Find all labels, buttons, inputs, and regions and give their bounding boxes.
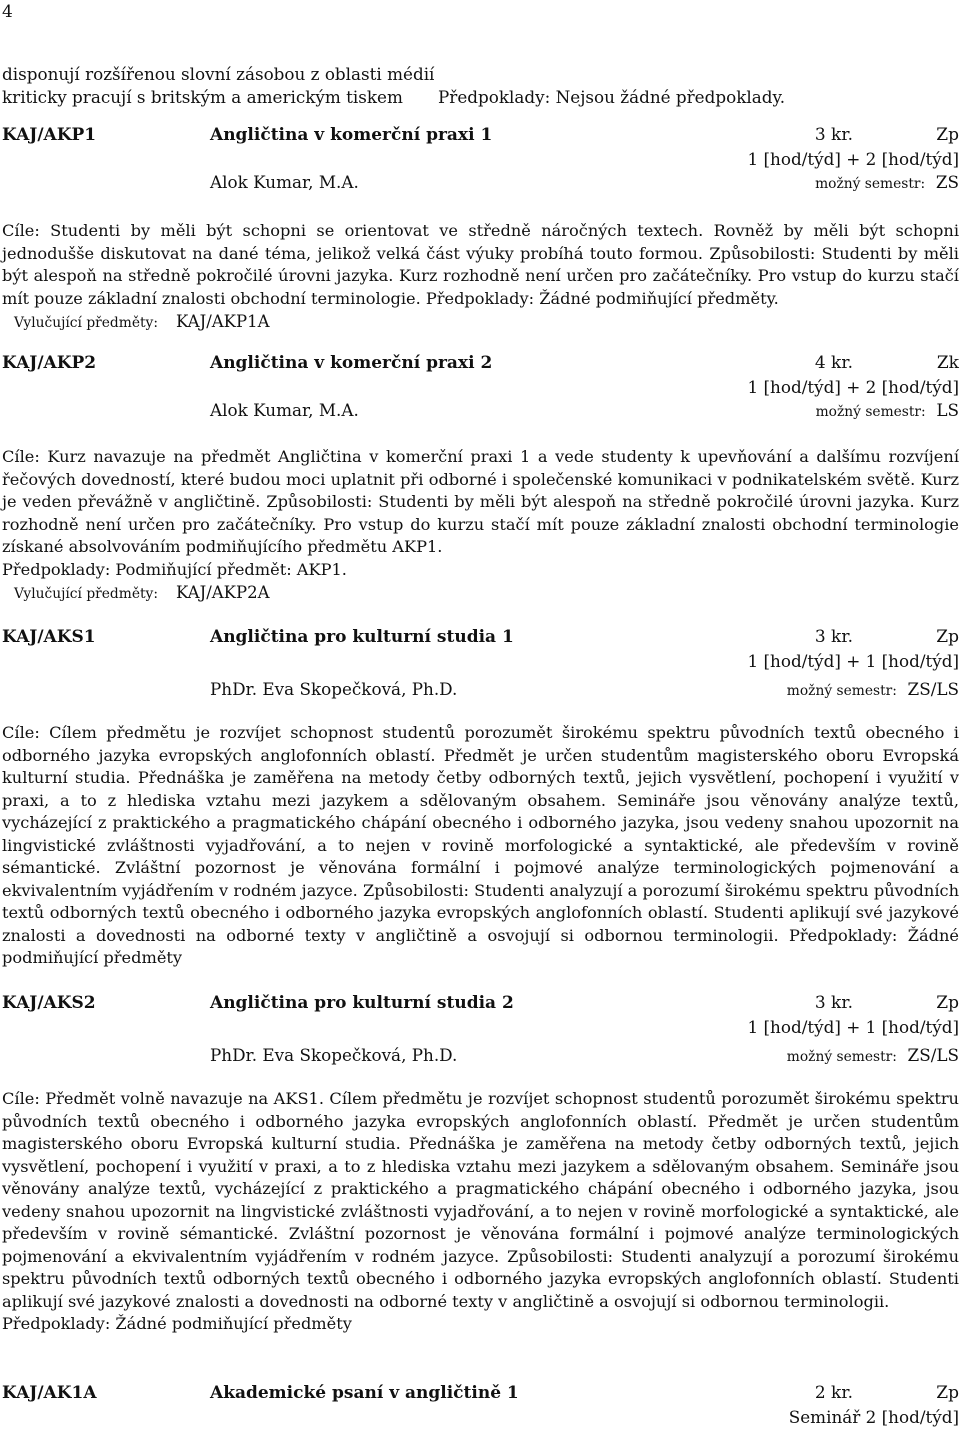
course-code: KAJ/AKS1 [2,627,96,647]
course-completion: Zp [936,1383,959,1403]
semester-value: ZS/LS [907,679,959,699]
course-teacher: Alok Kumar, M.A. [210,172,359,192]
course-hours-row [2,149,959,172]
course-teacher-row [2,172,959,195]
course-credits: 3 kr. [814,627,853,647]
course-header [2,627,959,651]
course-aks2-description [2,1088,959,1336]
course-semester [787,1045,959,1065]
course-hours: 1 [hod/týd] + 1 [hod/týd] [747,651,959,671]
course-semester [816,400,959,420]
excluding-value: KAJ/AKP2A [176,583,270,602]
course-credits: 3 kr. [814,125,853,145]
semester-label: možný semestr: [786,1049,897,1065]
intro-line-1-text: disponují rozšířenou slovní zásobou z oblasti médií [2,64,435,84]
course-akp1 [2,125,959,195]
course-hours: 1 [hod/týd] + 2 [hod/týd] [747,377,959,397]
course-ak1a [2,1383,959,1430]
semester-label: možný semestr: [786,683,897,699]
course-hours-row [2,1017,959,1040]
semester-value: ZS/LS [907,1045,959,1065]
course-title: Angličtina v komerční praxi 2 [210,353,493,373]
semester-label: možný semestr: [815,176,926,192]
intro-line-2-right: Předpoklady: Nejsou žádné předpoklady. [438,87,786,107]
course-hours: Seminář 2 [hod/týd] [788,1407,959,1427]
course-aks2 [2,993,959,1068]
course-hours: 1 [hod/týd] + 2 [hod/týd] [747,149,959,169]
course-description: Cíle: Cílem předmětu je rozvíjet schopnost studentů porozumět širokému spektru původních textů obecného i odborného jazyka evropských anglofonních oblastí. Předmět je určen studentům magisterského oboru Evropská kulturní studia. Přednáška je zaměřena na metody četby odborných textů, jejich vysvětlení, pochopení i využití v praxi, a to z hlediska vztahu mezi jazykem a sdělovaným obsahem. Semináře jsou věnovány analýze textů, vycházející z praktického a pragmatického chápání obecného i odborného jazyka, jsou vedeny snahou upozornit na lingvistické zvláštnosti vyjadřování, a to nejen v rovině morfologické a syntaktické, ale především v rovině sémantické. Zvláštní pozornost je věnována formální i pojmové analýze terminologických pojmenování a ekvivalentním vyjádřením v rodném jazyce. Způsobilosti: Studenti analyzují a porozumí širokému spektru původních textů odborných textů obecného i odborného jazyka evropských anglofonních oblastí. Studenti aplikují své jazykové znalosti a dovednosti na odborné texty v angličtině a osvojují si odbornou terminologii. Předpoklady: Žádné podmiňující předměty [2,723,959,967]
course-excluding [2,310,959,335]
course-code: KAJ/AKP2 [2,353,97,373]
course-akp1-description [2,220,959,335]
excluding-label: Vylučující předměty: [14,315,158,331]
course-title: Angličtina pro kulturní studia 1 [210,627,514,647]
course-code: KAJ/AK1A [2,1383,97,1403]
course-credits: 3 kr. [814,993,853,1013]
intro-line-2 [2,87,959,110]
intro-line-1 [2,64,959,87]
course-description: Cíle: Předmět volně navazuje na AKS1. Cílem předmětu je rozvíjet schopnost studentů porozumět širokému spektru původních textů obecného i odborného jazyka evropských anglofonních oblastí. Předmět je určen studentům magisterského oboru Evropská kulturní studia. Přednáška je zaměřena na metody četby odborných textů, jejich vysvětlení, pochopení i využití v praxi, a to z hlediska vztahu mezi jazykem a sdělovaným obsahem. Semináře jsou věnovány analýze textů, vycházející z praktického a pragmatického chápání obecného i odborného jazyka, jsou vedeny snahou upozornit na lingvistické zvláštnosti vyjadřování, a to nejen v rovině morfologické a syntaktické, ale především v rovině sémantické. Zvláštní pozornost je věnována formální i pojmové analýze terminologických pojmenování a ekvivalentním vyjádřením v rodném jazyce. Způsobilosti: Studenti analyzují a porozumí širokému spektru původních textů odborných textů obecného i odborného jazyka evropských anglofonních oblastí. Studenti aplikují své jazykové znalosti a dovednosti na odborné texty v angličtině a osvojují si odbornou terminologii. [2,1089,959,1311]
semester-value: ZS [935,172,959,192]
course-header [2,1383,959,1407]
course-akp2-description [2,446,959,606]
course-description: Cíle: Studenti by měli být schopni se orientovat ve středně náročných textech. Rovněž by měli být schopni jednodušše diskutovat na dané téma, jelikož velká část výuky probíhá touto formou. Způsobilosti: Studenti by měli být alespoň na středně pokročilé úrovni jazyka. Kurz rozhodně není určen pro začátečníky. Pro vstup do kurzu stačí mít pouze základní znalosti obchodní terminologie. Předpoklady: Žádné podmiňující předměty. [2,221,959,308]
course-credits: 4 kr. [814,353,853,373]
course-teacher-row [2,679,959,702]
course-aks1 [2,627,959,702]
intro-line-2-left: kriticky pracují s britským a americkým tiskem [2,87,403,107]
course-header [2,993,959,1017]
excluding-label: Vylučující předměty: [14,586,158,602]
course-title: Angličtina v komerční praxi 1 [210,125,493,145]
page-number: 4 [2,2,13,22]
course-title: Akademické psaní v angličtině 1 [210,1383,519,1403]
course-hours: 1 [hod/týd] + 1 [hod/týd] [747,1017,959,1037]
course-prerequisites: Předpoklady: Podmiňující předmět: AKP1. [2,559,347,579]
course-teacher-row [2,400,959,423]
course-semester [787,679,959,699]
course-excluding [2,581,959,606]
course-prerequisites: Předpoklady: Žádné podmiňující předměty [2,1314,352,1333]
course-teacher-row [2,1045,959,1068]
course-hours-row [2,377,959,400]
course-completion: Zk [936,353,959,373]
course-code: KAJ/AKS2 [2,993,96,1013]
course-akp2 [2,353,959,423]
course-header [2,125,959,149]
course-header [2,353,959,377]
course-aks1-description [2,722,959,970]
semester-value: LS [936,400,959,420]
intro-section [2,64,959,110]
course-hours-row [2,1407,959,1430]
course-teacher: PhDr. Eva Skopečková, Ph.D. [210,1045,458,1065]
course-title: Angličtina pro kulturní studia 2 [210,993,514,1013]
course-code: KAJ/AKP1 [2,125,97,145]
course-semester [815,172,959,192]
course-hours-row [2,651,959,674]
course-completion: Zp [936,627,959,647]
semester-label: možný semestr: [815,404,926,420]
excluding-value: KAJ/AKP1A [176,312,270,331]
course-description: Cíle: Kurz navazuje na předmět Angličtina v komerční praxi 1 a vede studenty k upevňování a dalšímu rozvíjení řečových dovedností, které budou moci uplatnit při odborné i společenské komunikaci v podnikatelském světě. Kurz je veden převážně v angličtině. Způsobilosti: Studenti by měli být alespoň na středně pokročilé úrovni jazyka. Kurz rozhodně není určen pro začátečníky. Pro vstup do kurzu stačí mít pouze základní znalosti obchodní terminologie získané absolvováním podmiňujícího předmětu AKP1. [2,447,959,556]
course-completion: Zp [936,993,959,1013]
course-credits: 2 kr. [814,1383,853,1403]
course-teacher: Alok Kumar, M.A. [210,400,359,420]
course-completion: Zp [936,125,959,145]
course-teacher: PhDr. Eva Skopečková, Ph.D. [210,679,458,699]
